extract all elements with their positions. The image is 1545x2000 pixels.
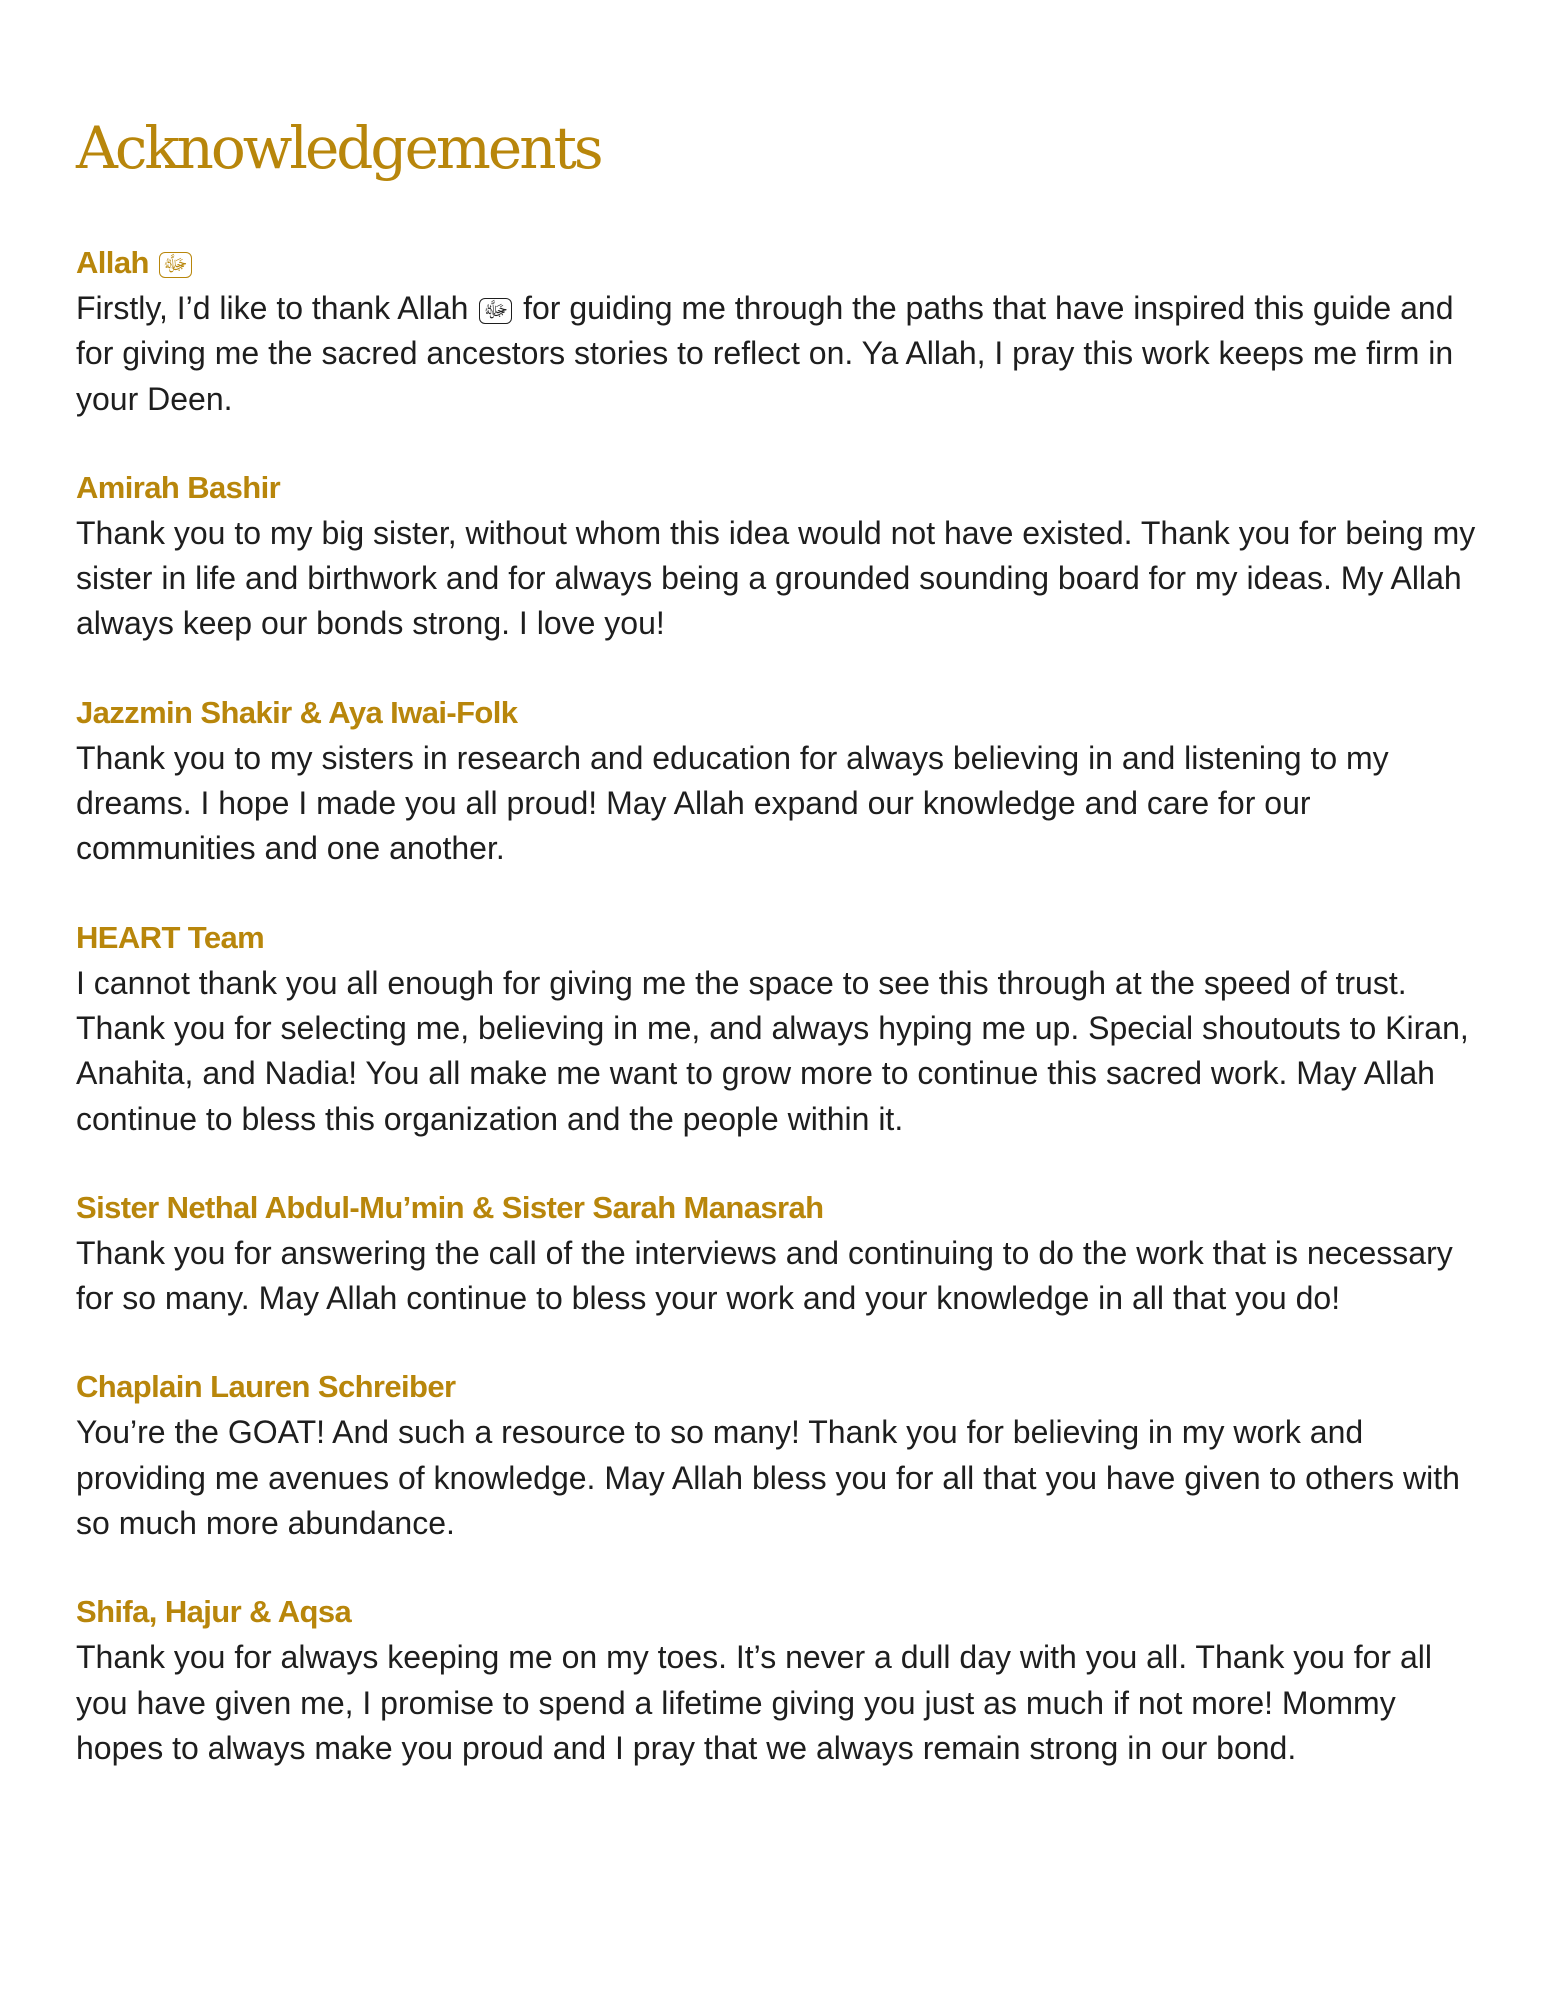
section-heading: Jazzmin Shakir & Aya Iwai-Folk <box>76 694 518 730</box>
section-body: You’re the GOAT! And such a resource to so many! Thank you for believing in my work and providing me avenues of knowledge. May Allah bless you for all that you have given to others with so much more abundance. <box>76 1414 1460 1542</box>
page-title: Acknowledgements <box>76 114 601 182</box>
acknowledgement-section-nethal-sarah <box>76 1185 1486 1322</box>
acknowledgement-list <box>76 240 1486 1814</box>
acknowledgement-section-allah <box>76 240 1486 422</box>
acknowledgement-section-shifa-hajur-aqsa <box>76 1589 1486 1771</box>
section-body: I cannot thank you all enough for giving me the space to see this through at the speed of trust. Thank you for selecting me, believing in me, and always hyping me up. Special shoutouts to Kiran, Anahita, and Nadia! You all make me want to grow more to continue this sacred work. May Allah continue to bless this organization and the people within it. <box>76 964 1469 1137</box>
acknowledgement-section-heart-team <box>76 915 1486 1142</box>
acknowledgement-section-amirah-bashir <box>76 465 1486 647</box>
section-heading: Shifa, Hajur & Aqsa <box>76 1594 352 1630</box>
section-heading: HEART Team <box>76 919 265 955</box>
section-heading: Chaplain Lauren Schreiber <box>76 1369 456 1405</box>
section-heading-text: Allah <box>76 245 149 280</box>
acknowledgement-section-jazzmin-aya <box>76 690 1486 872</box>
section-body: Thank you to my big sister, without whom this idea would not have existed. Thank you for being my sister in life and birthwork and for always being a grounded sounding board for my ideas. My Allah always keep our bonds strong. I love you! <box>76 514 1476 642</box>
acknowledgement-section-lauren-schreiber <box>76 1364 1486 1546</box>
section-body-text-part-2: for guiding me through the paths that have inspired this guide and for giving me the sacred ancestors stories to reflect on. Ya Allah, I pray this work keeps me firm in your Deen. <box>76 290 1454 417</box>
salawat-calligraphy-icon: ﷻ <box>159 252 192 278</box>
section-body: Thank you to my sisters in research and education for always believing in and listening to my dreams. I hope I made you all proud! May Allah expand our knowledge and care for our communities and one another. <box>76 739 1389 867</box>
section-body: Thank you for always keeping me on my toes. It’s never a dull day with you all. Thank you for all you have given me, I promise to spend a lifetime giving you just as much if not more! Mommy hopes to always make you proud and I pray that we always remain strong in our bond. <box>76 1639 1432 1766</box>
section-heading <box>76 240 1486 286</box>
salawat-calligraphy-icon: ﷻ <box>479 298 512 324</box>
section-body: Thank you for answering the call of the interviews and continuing to do the work that is necessary for so many. May Allah continue to bless your work and your knowledge in all that you do! <box>76 1234 1453 1317</box>
section-body-text-part-1: Firstly, I’d like to thank Allah <box>76 290 469 326</box>
section-heading: Amirah Bashir <box>76 469 281 505</box>
section-heading: Sister Nethal Abdul-Mu’min & Sister Sarah Manasrah <box>76 1189 824 1225</box>
section-body <box>76 286 1481 422</box>
